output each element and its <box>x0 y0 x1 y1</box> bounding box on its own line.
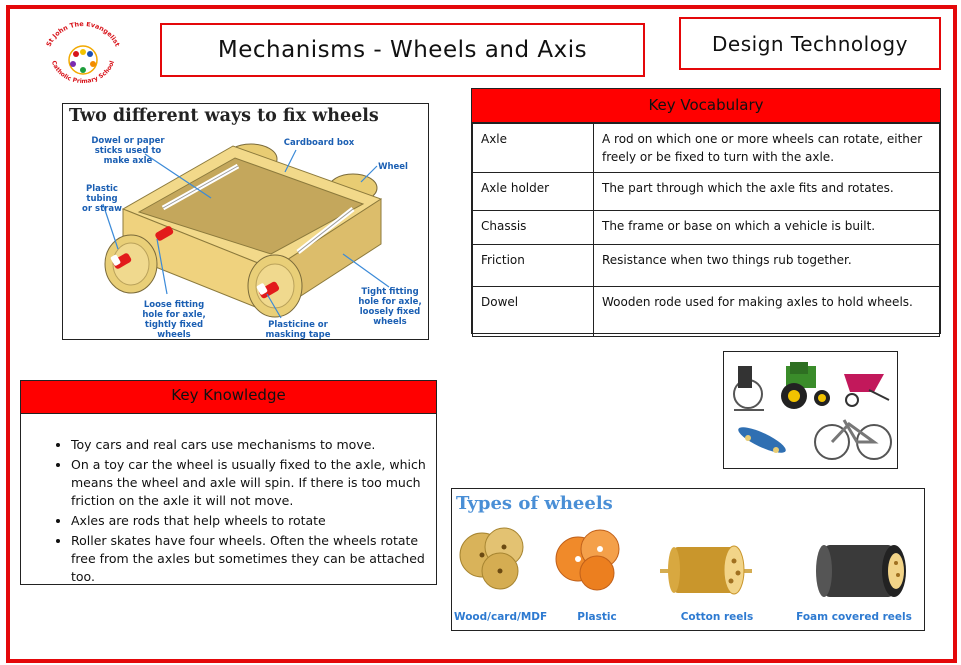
cotton-reels-icon <box>660 546 752 594</box>
wood-wheels-icon <box>460 528 523 589</box>
list-item: • Roller skates have four wheels. Often the wheels rotate free from the axles but sometimes they can be attached too. <box>71 532 430 586</box>
vocab-definition: Wooden rode used for making axles to hold wheels. <box>594 287 940 337</box>
knowledge-header: Key Knowledge <box>21 381 436 414</box>
skateboard-icon <box>735 423 788 458</box>
page-title: Mechanisms - Wheels and Axis <box>217 37 588 63</box>
vocab-term: Axle holder <box>473 173 594 211</box>
vocabulary-table <box>472 123 940 337</box>
wheel-fixing-diagram <box>62 103 429 340</box>
subject-title: Design Technology <box>712 31 908 56</box>
key-vocabulary-panel <box>471 88 941 334</box>
vocabulary-header: Key Vocabulary <box>472 89 940 123</box>
vocab-term: Axle <box>473 124 594 173</box>
wheelchair-icon <box>734 366 764 410</box>
label-plasticine: Plasticine or masking tape <box>265 320 331 340</box>
vehicles-image <box>723 351 898 469</box>
wheel-type-label: Foam covered reels <box>796 611 912 623</box>
foam-reels-icon <box>816 545 906 597</box>
vocab-definition: Resistance when two things rub together. <box>594 245 940 287</box>
logo-graphic <box>38 22 128 90</box>
list-item: • Axles are rods that help wheels to rotate <box>71 512 430 530</box>
svg-text:St John The Evangelist: St John The Evangelist <box>44 22 122 48</box>
vocab-definition: The frame or base on which a vehicle is built. <box>594 211 940 245</box>
label-tight-hole: Tight fitting hole for axle, loosely fixed wheels <box>358 287 422 327</box>
label-dowel: Dowel or paper sticks used to make axle <box>91 136 165 166</box>
types-of-wheels-panel <box>451 488 925 631</box>
wheel-type-label: Cotton reels <box>680 611 754 623</box>
school-logo <box>38 22 128 90</box>
wheel-type-label: Wood/card/MDF <box>454 611 548 623</box>
vocab-definition: The part through which the axle fits and rotates. <box>594 173 940 211</box>
tractor-icon <box>781 362 830 409</box>
list-item: • Toy cars and real cars use mechanisms to move. <box>71 436 430 454</box>
list-item: • On a toy car the wheel is usually fixed to the axle, which means the wheel and axle will spin. If there is too much friction on the axle it will not move. <box>71 456 430 510</box>
wheel-types-illustration <box>452 489 922 629</box>
table-row <box>473 124 940 173</box>
table-row <box>473 173 940 211</box>
label-cardboard-box: Cardboard box <box>283 138 355 148</box>
page-title-box <box>160 23 645 77</box>
plastic-wheels-icon <box>556 530 619 590</box>
knowledge-list <box>21 436 436 586</box>
diagram-heading: Two different ways to fix wheels <box>69 106 379 126</box>
vocab-term: Friction <box>473 245 594 287</box>
table-row <box>473 211 940 245</box>
svg-text:Catholic Primary School: Catholic Primary School <box>49 59 117 86</box>
vocab-term: Chassis <box>473 211 594 245</box>
key-knowledge-panel <box>20 380 437 585</box>
subject-box <box>679 17 941 70</box>
label-loose-hole: Loose fitting hole for axle, tightly fixed wheels <box>142 300 206 340</box>
vocab-term: Dowel <box>473 287 594 337</box>
table-row <box>473 245 940 287</box>
bicycle-icon <box>815 420 891 459</box>
vocab-definition: A rod on which one or more wheels can rotate, either freely or be fixed to turn with the axle. <box>594 124 940 173</box>
label-wheel: Wheel <box>378 162 408 172</box>
wheel-types-heading: Types of wheels <box>456 493 613 514</box>
table-row <box>473 287 940 337</box>
wheel-type-label: Plastic <box>577 611 617 623</box>
wheelbarrow-icon <box>844 374 889 406</box>
vehicles-illustration <box>724 352 896 467</box>
label-tubing: Plastic tubing or straw <box>82 184 122 214</box>
